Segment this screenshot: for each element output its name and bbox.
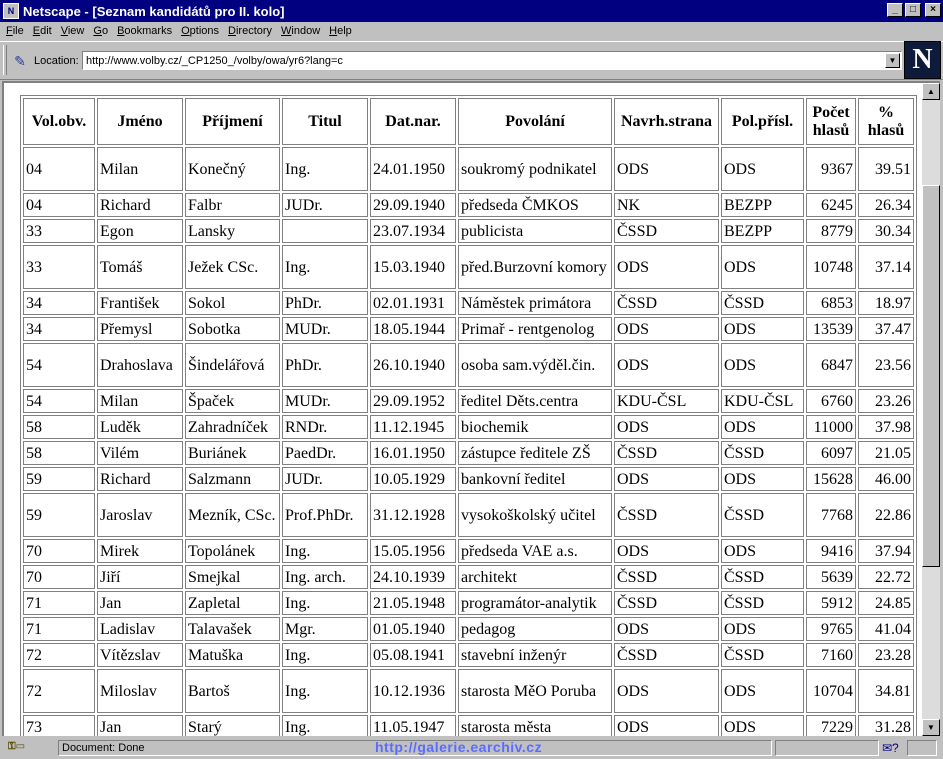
cell-navrh-strana: ODS	[614, 317, 719, 341]
menu-file[interactable]: File	[6, 24, 24, 37]
cell-procent-hlasu: 41.04	[858, 617, 914, 641]
cell-titul: JUDr.	[282, 193, 368, 217]
cell-vol-obv: 71	[23, 591, 95, 615]
cell-titul: Ing. arch.	[282, 565, 368, 589]
cell-dat-nar: 31.12.1928	[370, 493, 456, 537]
cell-procent-hlasu: 23.56	[858, 343, 914, 387]
cell-dat-nar: 15.03.1940	[370, 245, 456, 289]
cell-vol-obv: 59	[23, 493, 95, 537]
cell-titul: MUDr.	[282, 389, 368, 413]
cell-dat-nar: 15.05.1956	[370, 539, 456, 563]
status-text: Document: Done	[58, 740, 772, 756]
bookmark-page-icon[interactable]: ✎	[14, 53, 26, 69]
table-row	[23, 669, 914, 713]
cell-dat-nar: 16.01.1950	[370, 441, 456, 465]
maximize-button[interactable]: □	[905, 3, 921, 17]
table-row	[23, 591, 914, 615]
cell-prijmeni: Topolánek	[185, 539, 280, 563]
cell-dat-nar: 29.09.1940	[370, 193, 456, 217]
cell-pocet-hlasu: 5912	[806, 591, 856, 615]
cell-vol-obv: 58	[23, 441, 95, 465]
cell-povolani: vysokoškolský učitel	[458, 493, 612, 537]
cell-prijmeni: Šindelářová	[185, 343, 280, 387]
cell-titul: PhDr.	[282, 343, 368, 387]
cell-dat-nar: 05.08.1941	[370, 643, 456, 667]
cell-titul: JUDr.	[282, 467, 368, 491]
cell-navrh-strana: ODS	[614, 617, 719, 641]
cell-povolani: architekt	[458, 565, 612, 589]
table-row	[23, 493, 914, 537]
menu-window[interactable]: Window	[281, 24, 321, 37]
table-row	[23, 193, 914, 217]
cell-jmeno: Luděk	[97, 415, 183, 439]
menu-bookmarks[interactable]: Bookmarks	[117, 24, 173, 37]
cell-pol-prisl: ODS	[721, 669, 804, 713]
table-row	[23, 617, 914, 641]
cell-povolani: starosta MěO Poruba	[458, 669, 612, 713]
cell-prijmeni: Starý	[185, 715, 280, 736]
cell-pocet-hlasu: 6853	[806, 291, 856, 315]
cell-povolani: Náměstek primátora	[458, 291, 612, 315]
cell-povolani: programátor-analytik	[458, 591, 612, 615]
cell-pocet-hlasu: 10748	[806, 245, 856, 289]
cell-navrh-strana: ODS	[614, 467, 719, 491]
cell-pocet-hlasu: 6847	[806, 343, 856, 387]
toolbar-grip[interactable]	[3, 45, 7, 75]
table-row	[23, 539, 914, 563]
cell-jmeno: Ladislav	[97, 617, 183, 641]
cell-navrh-strana: ODS	[614, 415, 719, 439]
cell-vol-obv: 73	[23, 715, 95, 736]
cell-pocet-hlasu: 10704	[806, 669, 856, 713]
cell-pocet-hlasu: 7160	[806, 643, 856, 667]
cell-titul: Ing.	[282, 715, 368, 736]
menu-directory[interactable]: Directory	[228, 24, 273, 37]
cell-procent-hlasu: 26.34	[858, 193, 914, 217]
cell-procent-hlasu: 30.34	[858, 219, 914, 243]
cell-vol-obv: 72	[23, 669, 95, 713]
cell-procent-hlasu: 46.00	[858, 467, 914, 491]
security-key-icon[interactable]: ⚿▭	[8, 741, 26, 752]
scroll-down-button[interactable]: ▼	[922, 719, 940, 736]
cell-pol-prisl: ODS	[721, 617, 804, 641]
cell-povolani: ředitel Děts.centra	[458, 389, 612, 413]
cell-titul: Ing.	[282, 643, 368, 667]
header-pol-prisl: Pol.přísl.	[721, 98, 804, 145]
cell-jmeno: Richard	[97, 467, 183, 491]
cell-navrh-strana: ODS	[614, 245, 719, 289]
header-titul: Titul	[282, 98, 368, 145]
cell-jmeno: Vilém	[97, 441, 183, 465]
cell-dat-nar: 21.05.1948	[370, 591, 456, 615]
cell-pocet-hlasu: 11000	[806, 415, 856, 439]
menu-help[interactable]: Help	[329, 24, 352, 37]
cell-prijmeni: Ježek CSc.	[185, 245, 280, 289]
location-label: Location:	[34, 55, 79, 67]
cell-prijmeni: Zahradníček	[185, 415, 280, 439]
cell-procent-hlasu: 37.94	[858, 539, 914, 563]
cell-titul: Ing.	[282, 539, 368, 563]
cell-dat-nar: 26.10.1940	[370, 343, 456, 387]
cell-titul: Ing.	[282, 147, 368, 191]
cell-dat-nar: 23.07.1934	[370, 219, 456, 243]
cell-dat-nar: 24.01.1950	[370, 147, 456, 191]
cell-prijmeni: Zapletal	[185, 591, 280, 615]
cell-povolani: starosta města	[458, 715, 612, 736]
cell-navrh-strana: ČSSD	[614, 565, 719, 589]
header-prijmeni: Příjmení	[185, 98, 280, 145]
cell-povolani: stavební inženýr	[458, 643, 612, 667]
cell-pocet-hlasu: 5639	[806, 565, 856, 589]
cell-pol-prisl: BEZPP	[721, 193, 804, 217]
cell-jmeno: Jaroslav	[97, 493, 183, 537]
netscape-logo-throbber[interactable]: N	[904, 41, 941, 79]
cell-prijmeni: Špaček	[185, 389, 280, 413]
cell-pocet-hlasu: 13539	[806, 317, 856, 341]
cell-titul: PaedDr.	[282, 441, 368, 465]
menu-view[interactable]: View	[60, 24, 85, 37]
table-row	[23, 317, 914, 341]
cell-vol-obv: 34	[23, 317, 95, 341]
cell-titul: MUDr.	[282, 317, 368, 341]
scroll-thumb[interactable]	[922, 185, 940, 567]
cell-pol-prisl: ODS	[721, 539, 804, 563]
cell-titul: Ing.	[282, 245, 368, 289]
page-content	[2, 81, 922, 736]
cell-vol-obv: 04	[23, 147, 95, 191]
watermark-url: http://galerie.earchiv.cz	[375, 739, 543, 755]
cell-pol-prisl: ODS	[721, 147, 804, 191]
header-jmeno: Jméno	[97, 98, 183, 145]
cell-dat-nar: 24.10.1939	[370, 565, 456, 589]
cell-titul: Ing.	[282, 669, 368, 713]
cell-jmeno: Milan	[97, 389, 183, 413]
cell-jmeno: Drahoslava	[97, 343, 183, 387]
cell-titul	[282, 219, 368, 243]
cell-procent-hlasu: 22.86	[858, 493, 914, 537]
cell-procent-hlasu: 23.26	[858, 389, 914, 413]
cell-navrh-strana: ODS	[614, 539, 719, 563]
cell-jmeno: Milan	[97, 147, 183, 191]
cell-prijmeni: Salzmann	[185, 467, 280, 491]
cell-pol-prisl: ČSSD	[721, 441, 804, 465]
table-row	[23, 245, 914, 289]
cell-titul: PhDr.	[282, 291, 368, 315]
menu-go[interactable]: Go	[93, 24, 109, 37]
window-title-bar[interactable]	[0, 0, 943, 22]
location-url-input[interactable]	[82, 51, 902, 70]
cell-povolani: před.Burzovní komory	[458, 245, 612, 289]
cell-vol-obv: 59	[23, 467, 95, 491]
cell-vol-obv: 34	[23, 291, 95, 315]
cell-povolani: zástupce ředitele ZŠ	[458, 441, 612, 465]
header-procent-hlasu: % hlasů	[858, 98, 914, 145]
cell-jmeno: Jiří	[97, 565, 183, 589]
cell-povolani: publicista	[458, 219, 612, 243]
status-panel-right	[907, 740, 937, 756]
cell-povolani: bankovní ředitel	[458, 467, 612, 491]
cell-dat-nar: 18.05.1944	[370, 317, 456, 341]
cell-navrh-strana: ČSSD	[614, 291, 719, 315]
cell-prijmeni: Falbr	[185, 193, 280, 217]
cell-prijmeni: Konečný	[185, 147, 280, 191]
cell-pocet-hlasu: 9765	[806, 617, 856, 641]
cell-titul: RNDr.	[282, 415, 368, 439]
cell-prijmeni: Sokol	[185, 291, 280, 315]
cell-jmeno: Tomáš	[97, 245, 183, 289]
header-povolani: Povolání	[458, 98, 612, 145]
cell-dat-nar: 02.01.1931	[370, 291, 456, 315]
cell-povolani: předseda ČMKOS	[458, 193, 612, 217]
cell-prijmeni: Bartoš	[185, 669, 280, 713]
cell-navrh-strana: ČSSD	[614, 493, 719, 537]
cell-dat-nar: 29.09.1952	[370, 389, 456, 413]
cell-pol-prisl: ČSSD	[721, 643, 804, 667]
cell-prijmeni: Lansky	[185, 219, 280, 243]
table-row	[23, 441, 914, 465]
table-row	[23, 467, 914, 491]
vertical-scrollbar[interactable]	[922, 81, 940, 736]
cell-pocet-hlasu: 9367	[806, 147, 856, 191]
cell-pol-prisl: KDU-ČSL	[721, 389, 804, 413]
cell-titul: Ing.	[282, 591, 368, 615]
cell-povolani: soukromý podnikatel	[458, 147, 612, 191]
cell-titul: Mgr.	[282, 617, 368, 641]
cell-jmeno: Richard	[97, 193, 183, 217]
table-row	[23, 343, 914, 387]
cell-jmeno: Vítězslav	[97, 643, 183, 667]
cell-jmeno: Egon	[97, 219, 183, 243]
mail-icon[interactable]: ✉?	[882, 741, 899, 755]
cell-pol-prisl: ČSSD	[721, 565, 804, 589]
header-navrh-strana: Navrh.strana	[614, 98, 719, 145]
cell-navrh-strana: KDU-ČSL	[614, 389, 719, 413]
cell-prijmeni: Mezník, CSc.	[185, 493, 280, 537]
cell-prijmeni: Buriánek	[185, 441, 280, 465]
cell-dat-nar: 10.12.1936	[370, 669, 456, 713]
cell-procent-hlasu: 31.28	[858, 715, 914, 736]
cell-navrh-strana: ČSSD	[614, 441, 719, 465]
location-toolbar	[0, 41, 943, 80]
cell-vol-obv: 33	[23, 245, 95, 289]
cell-procent-hlasu: 18.97	[858, 291, 914, 315]
cell-procent-hlasu: 37.14	[858, 245, 914, 289]
cell-navrh-strana: ODS	[614, 343, 719, 387]
cell-vol-obv: 71	[23, 617, 95, 641]
menu-options[interactable]: Options	[181, 24, 220, 37]
candidates-table	[20, 95, 917, 736]
cell-pocet-hlasu: 6097	[806, 441, 856, 465]
cell-povolani: předseda VAE a.s.	[458, 539, 612, 563]
cell-vol-obv: 04	[23, 193, 95, 217]
menu-edit[interactable]: Edit	[32, 24, 52, 37]
cell-vol-obv: 72	[23, 643, 95, 667]
cell-dat-nar: 11.05.1947	[370, 715, 456, 736]
cell-procent-hlasu: 21.05	[858, 441, 914, 465]
cell-pocet-hlasu: 9416	[806, 539, 856, 563]
cell-vol-obv: 54	[23, 343, 95, 387]
cell-pol-prisl: ODS	[721, 715, 804, 736]
cell-jmeno: Mirek	[97, 539, 183, 563]
cell-navrh-strana: ČSSD	[614, 643, 719, 667]
status-bar	[0, 737, 943, 759]
cell-titul: Prof.PhDr.	[282, 493, 368, 537]
cell-pocet-hlasu: 15628	[806, 467, 856, 491]
cell-prijmeni: Smejkal	[185, 565, 280, 589]
header-dat-nar: Dat.nar.	[370, 98, 456, 145]
close-button[interactable]: ×	[925, 3, 941, 17]
table-row	[23, 715, 914, 736]
cell-jmeno: Miloslav	[97, 669, 183, 713]
cell-vol-obv: 54	[23, 389, 95, 413]
cell-dat-nar: 01.05.1940	[370, 617, 456, 641]
cell-procent-hlasu: 37.98	[858, 415, 914, 439]
cell-pocet-hlasu: 7768	[806, 493, 856, 537]
cell-navrh-strana: ODS	[614, 147, 719, 191]
cell-navrh-strana: ODS	[614, 715, 719, 736]
table-header-row	[23, 98, 914, 145]
cell-pol-prisl: ODS	[721, 317, 804, 341]
cell-pocet-hlasu: 7229	[806, 715, 856, 736]
cell-vol-obv: 58	[23, 415, 95, 439]
cell-procent-hlasu: 39.51	[858, 147, 914, 191]
cell-prijmeni: Sobotka	[185, 317, 280, 341]
cell-pol-prisl: ODS	[721, 245, 804, 289]
cell-povolani: pedagog	[458, 617, 612, 641]
cell-navrh-strana: ČSSD	[614, 219, 719, 243]
netscape-app-icon[interactable]: N	[3, 3, 19, 19]
cell-pocet-hlasu: 6760	[806, 389, 856, 413]
table-row	[23, 643, 914, 667]
cell-prijmeni: Matuška	[185, 643, 280, 667]
cell-jmeno: Jan	[97, 715, 183, 736]
cell-procent-hlasu: 23.28	[858, 643, 914, 667]
cell-pol-prisl: ODS	[721, 467, 804, 491]
cell-navrh-strana: NK	[614, 193, 719, 217]
cell-procent-hlasu: 22.72	[858, 565, 914, 589]
cell-prijmeni: Talavašek	[185, 617, 280, 641]
minimize-button[interactable]: _	[887, 3, 903, 17]
cell-pol-prisl: ODS	[721, 343, 804, 387]
progress-panel	[775, 740, 879, 756]
header-pocet-hlasu: Počet hlasů	[806, 98, 856, 145]
cell-pol-prisl: BEZPP	[721, 219, 804, 243]
cell-procent-hlasu: 34.81	[858, 669, 914, 713]
location-dropdown-button[interactable]: ▼	[885, 53, 900, 68]
cell-pol-prisl: ČSSD	[721, 493, 804, 537]
cell-pol-prisl: ČSSD	[721, 291, 804, 315]
cell-povolani: osoba sam.výděl.čin.	[458, 343, 612, 387]
cell-vol-obv: 70	[23, 539, 95, 563]
scroll-up-button[interactable]: ▲	[922, 83, 940, 100]
header-vol-obv: Vol.obv.	[23, 98, 95, 145]
table-row	[23, 565, 914, 589]
cell-procent-hlasu: 24.85	[858, 591, 914, 615]
cell-dat-nar: 10.05.1929	[370, 467, 456, 491]
cell-jmeno: Jan	[97, 591, 183, 615]
cell-povolani: biochemik	[458, 415, 612, 439]
cell-pol-prisl: ČSSD	[721, 591, 804, 615]
cell-pocet-hlasu: 6245	[806, 193, 856, 217]
table-row	[23, 389, 914, 413]
cell-pocet-hlasu: 8779	[806, 219, 856, 243]
cell-vol-obv: 33	[23, 219, 95, 243]
window-title: Netscape - [Seznam kandidátů pro II. kolo]	[23, 3, 285, 19]
cell-dat-nar: 11.12.1945	[370, 415, 456, 439]
cell-vol-obv: 70	[23, 565, 95, 589]
table-row	[23, 219, 914, 243]
table-row	[23, 147, 914, 191]
cell-procent-hlasu: 37.47	[858, 317, 914, 341]
table-row	[23, 291, 914, 315]
cell-jmeno: František	[97, 291, 183, 315]
cell-pol-prisl: ODS	[721, 415, 804, 439]
table-row	[23, 415, 914, 439]
cell-navrh-strana: ČSSD	[614, 591, 719, 615]
cell-povolani: Primař - rentgenolog	[458, 317, 612, 341]
cell-jmeno: Přemysl	[97, 317, 183, 341]
cell-navrh-strana: ODS	[614, 669, 719, 713]
menu-bar	[0, 22, 943, 39]
